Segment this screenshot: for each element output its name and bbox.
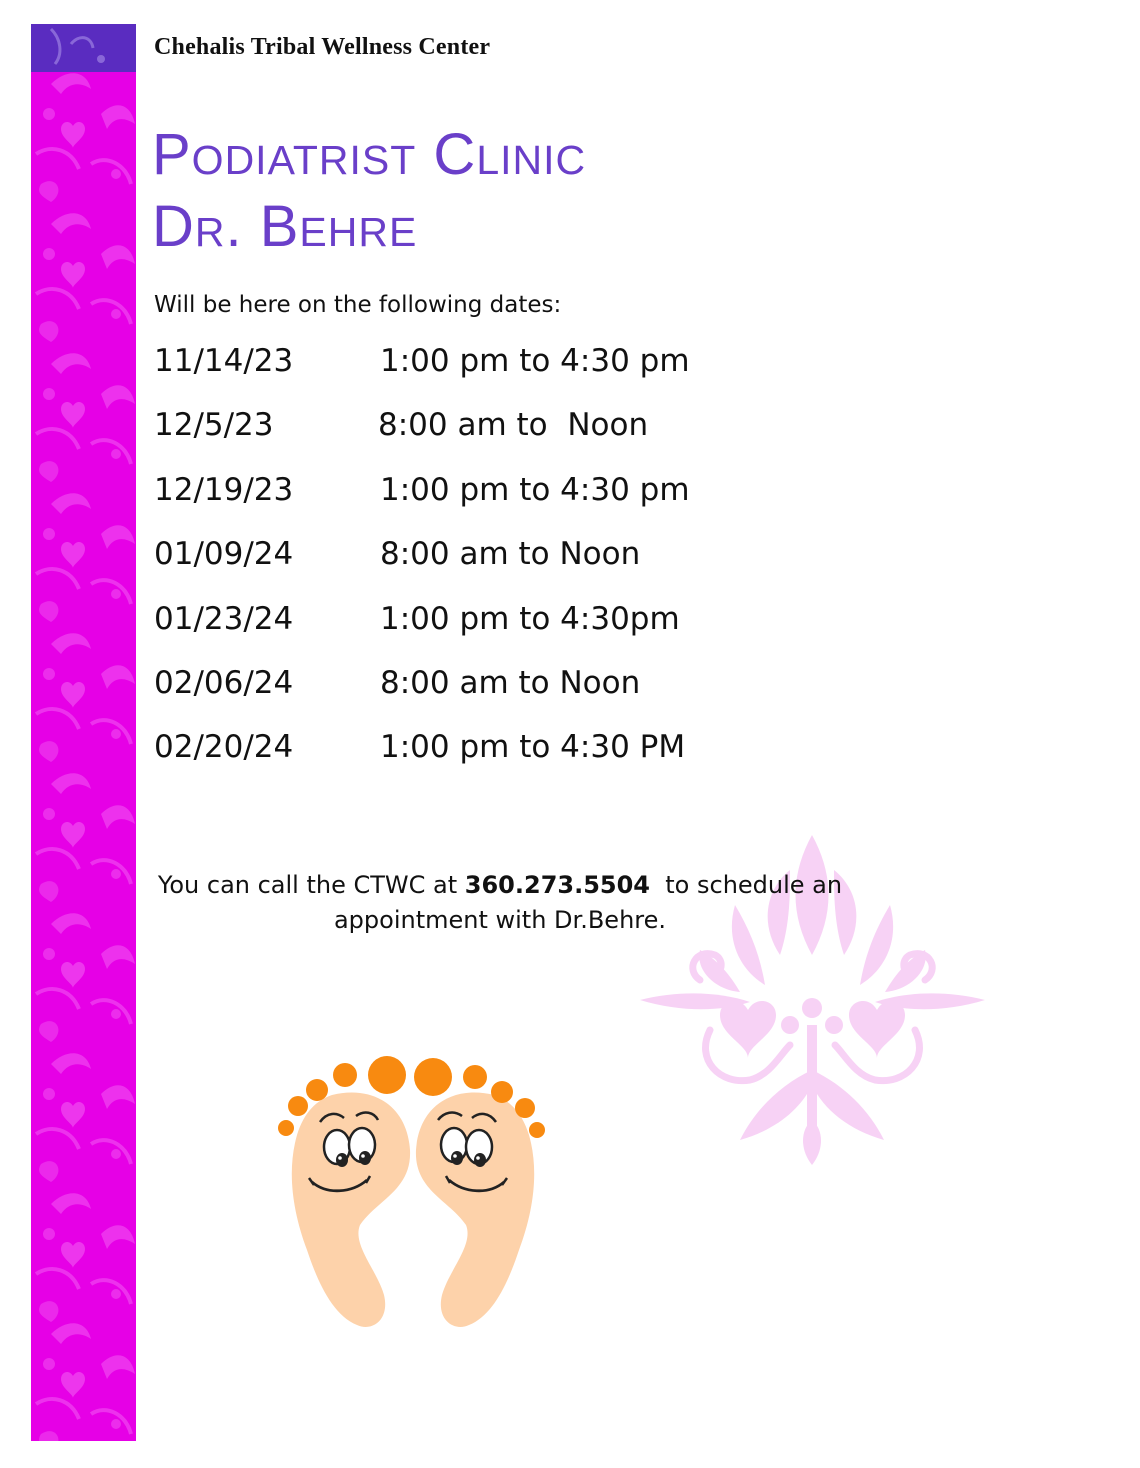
schedule-date: 02/20/24: [154, 729, 294, 766]
phone-number: 360.273.5504: [464, 871, 651, 899]
schedule-time: 8:00 am to Noon: [380, 536, 641, 573]
schedule-date: 01/09/24: [154, 536, 294, 573]
organization-name: Chehalis Tribal Wellness Center: [154, 34, 491, 60]
schedule-time: 8:00 am to Noon: [378, 407, 649, 444]
schedule-date: 01/23/24: [154, 600, 294, 637]
clinic-title: Podiatrist Clinic: [152, 122, 587, 187]
smiling-feet-icon: [272, 1050, 554, 1335]
schedule-row: [154, 601, 714, 665]
schedule-list: [154, 343, 714, 794]
decorative-sidebar-band: [31, 24, 136, 1441]
schedule-time: 1:00 pm to 4:30 pm: [380, 471, 690, 508]
floral-pattern-icon: [31, 24, 136, 1441]
schedule-date: 12/19/23: [154, 471, 294, 508]
schedule-row: [154, 665, 714, 729]
callout-line-2: appointment with Dr.Behre.: [333, 906, 667, 934]
callout-suffix: to schedule an: [650, 871, 843, 899]
schedule-time: 8:00 am to Noon: [380, 664, 641, 701]
schedule-row: [154, 729, 714, 793]
callout-prefix: You can call the CTWC at: [157, 871, 465, 899]
schedule-intro: Will be here on the following dates:: [154, 292, 562, 318]
schedule-date: 11/14/23: [154, 343, 294, 379]
callout-line-1: [150, 868, 850, 903]
schedule-time: 1:00 pm to 4:30 pm: [380, 343, 690, 379]
schedule-row: [154, 536, 714, 600]
schedule-row: [154, 407, 714, 471]
schedule-time: 1:00 pm to 4:30pm: [380, 600, 680, 637]
doctor-name-title: Dr. Behre: [152, 194, 418, 259]
schedule-date: 02/06/24: [154, 664, 294, 701]
schedule-row: [154, 472, 714, 536]
appointment-callout: [150, 868, 850, 938]
schedule-row: [154, 343, 714, 407]
schedule-time: 1:00 pm to 4:30 PM: [380, 729, 686, 766]
schedule-date: 12/5/23: [154, 407, 274, 444]
